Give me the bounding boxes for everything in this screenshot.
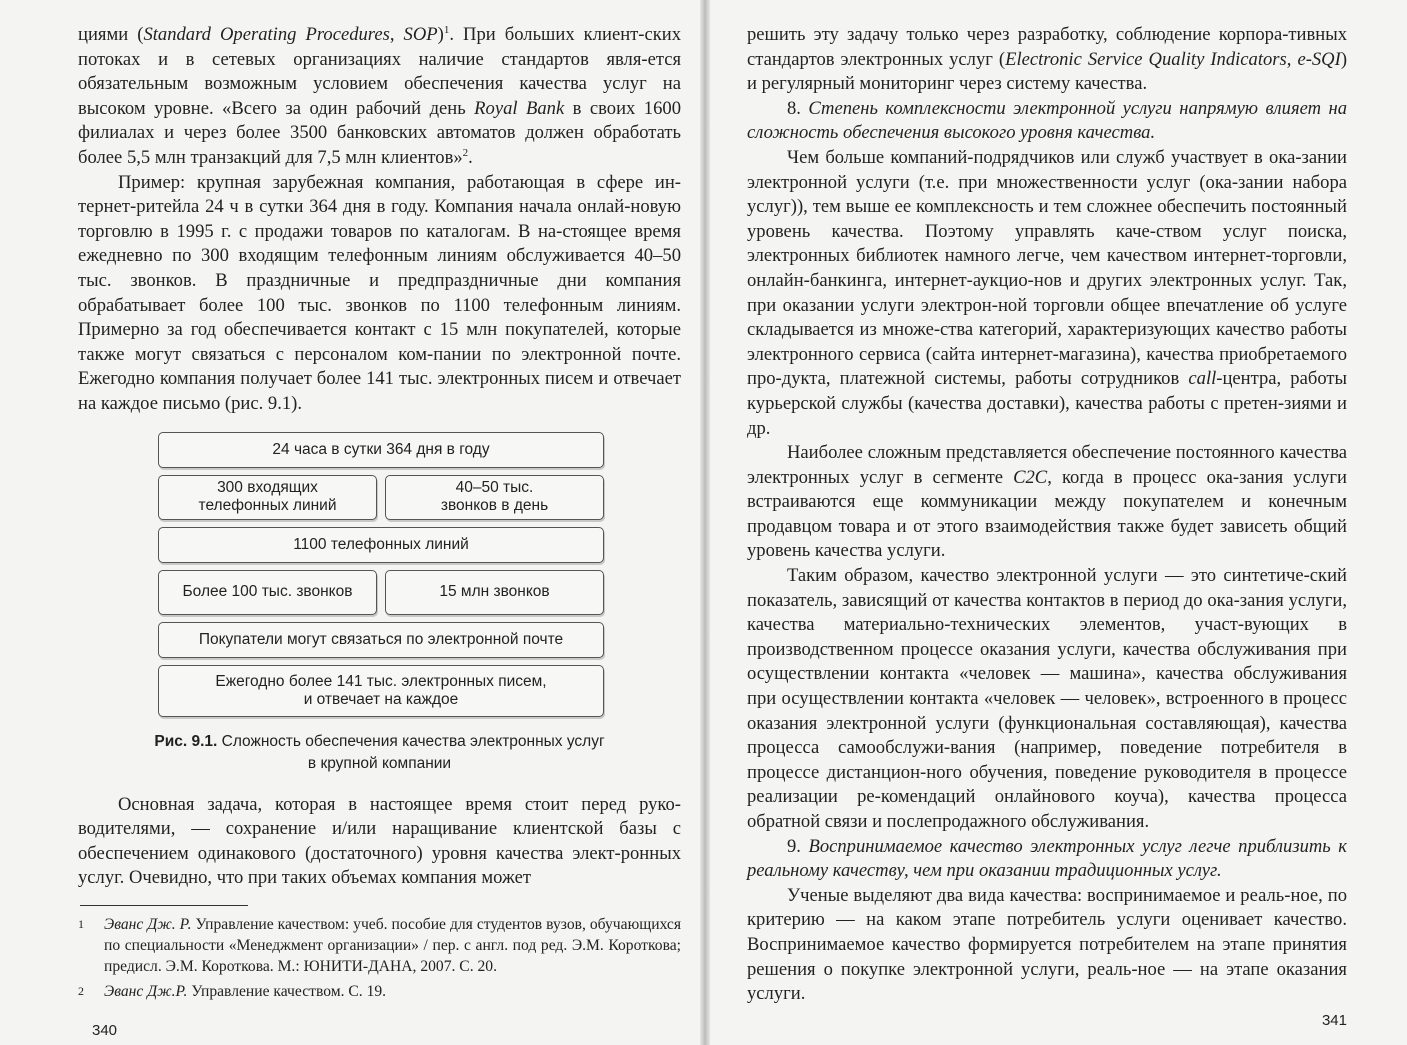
- figure-caption: Рис. 9.1. Сложность обеспечения качества электронных услуг в крупной компании: [154, 732, 605, 772]
- diagram-box-15m-calls: 15 млн звонков: [385, 570, 604, 615]
- page-number-left: 340: [92, 1022, 118, 1039]
- right-page: [707, 0, 1407, 1045]
- figure-9-1: [78, 432, 681, 775]
- diagram-box-100k-calls: Более 100 тыс. звонков: [158, 570, 377, 615]
- right-paragraph-2: 8. Степень комплексности электронной услуги напрямую влияет на сложность обеспечения высокого уровня качества.: [747, 97, 1347, 144]
- footnote-1: 1 Эванс Дж. Р. Управление качеством: учеб. пособие для студентов вузов, обучающихся по специальности «Менеджмент организации» / пер. с англ. под ред. Э.М. Короткова; предисл. Э.М. Короткова. М.: ЮНИТИ-ДАНА, 2007. С. 20.: [78, 915, 682, 975]
- diagram-box-phone-lines: 300 входящих телефонных линий: [158, 475, 377, 520]
- right-paragraph-6: 9. Воспринимаемое качество электронных услуг легче приблизить к реальному качеству, чем при оказании традиционных услуг.: [747, 835, 1347, 882]
- diagram-box-hours: 24 часа в сутки 364 дня в году: [158, 432, 604, 468]
- right-paragraph-7: Ученые выделяют два вида качества: воспринимаемое и реаль-ное, по критерию — на каком этапе потребитель услуги оценивает качество. Воспринимаемое качество формируется потребителем на этапе принятия решения о покупке электронной услуги, реаль-ное — на этапе оказания услуги.: [747, 884, 1347, 1005]
- diagram-box-emails-yearly: Ежегодно более 141 тыс. электронных писем, и отвечает на каждое: [158, 665, 604, 717]
- diagram-box-email-contact: Покупатели могут связаться по электронной почте: [158, 622, 604, 658]
- diagram-box-1100-lines: 1100 телефонных линий: [158, 527, 604, 563]
- right-text-column: [747, 23, 1347, 1007]
- left-paragraph-2: Пример: крупная зарубежная компания, работающая в сфере ин-тернет-ритейла 24 ч в сутки 364 дня в году. Компания начала онлай-новую торговлю в 1995 г. с продажи товаров по каталогам. В на-стоящее время ежедневно по 300 входящим телефонным линиям обслуживается 40–50 тыс. звонков. В праздничные и предпраздничные дни компания обрабатывает более 100 тыс. звонков по 1100 телефонным линиям. Примерно за год обеспечивается контакт с 15 млн покупателей, которые также могут связаться с персоналом ком-пании по электронной почте. Ежегодно компания получает более 141 тыс. электронных писем и отвечает на каждое письмо (рис. 9.1).: [78, 171, 681, 414]
- footnotes: [78, 914, 681, 1002]
- left-text-column: [78, 23, 681, 1002]
- right-paragraph-1: решить эту задачу только через разработку, соблюдение корпора-тивных стандартов электронных услуг (Electronic Service Quality Indicators, e-SQI) и регулярный мониторинг через систему качества.: [747, 24, 1348, 95]
- left-paragraph-3: Основная задача, которая в настоящее время стоит перед руко-водителями, — сохранение и/или наращивание клиентской базы с обеспечением одинакового (достаточного) уровня качества элект-ронных услуг. Очевидно, что при таких объемах компания может: [78, 793, 681, 889]
- left-paragraph-1: циями (Standard Operating Procedures, SOP)$^1$. При больших клиент-ских потоках и в сетевых организациях наличие стандартов явля-ется обязательным возможным условием обеспечения качества услуг на высоком уровне. «Всего за один рабочий день Royal Bank в своих 1600 филиалах и через более 3500 банковских автоматов должен обработать более 5,5 млн транзакций для 7,5 млн клиентов»$^2$.: [78, 23, 682, 168]
- footnote-2: 2 Эванс Дж.Р. Управление качеством. С. 19.: [78, 982, 387, 1000]
- left-page: [0, 0, 703, 1045]
- right-paragraph-3: Чем больше компаний-подрядчиков или служб участвует в ока-зании электронной услуги (т.е. при множественности услуг (ока-зании набора услуг)), тем выше ее комплексность и тем сложнее обеспечить постоянный уровень качества. Поэтому управлять каче-ством услуг поиска, электронных библиотек намного легче, чем качеством интернет-торговли, онлайн-банкинга, интернет-аукцио-нов и других электронных услуг. Так, при оказании услуги электрон-ной торговли общее впечатление об услуге складывается из множе-ства категорий, характеризующих качество работы электронного сервиса (сайта интернет-магазина), качества приобретаемого про-дукта, платежной системы, работы сотрудников call-центра, работы курьерской службы (качества доставки), качества работы с претен-зиями и др.: [747, 146, 1347, 439]
- right-paragraph-5: Таким образом, качество электронной услуги — это синтетиче-ский показатель, зависящий от качества контактов в период до ока-зания услуги, качества материально-технических элементов, участ-вующих в производственном процессе оказания услуги, качества обслуживания при осуществлении контакта «человек — машина», качества обслуживания при осуществлении контакта «человек — человек», встроенного в процесс оказания электронной услуги (функциональная составляющая), качества процесса самообслужи-вания (например, поведение потребителя в процессе дистанцион-ного обучения, поведение руководителя в процессе реализации ре-комендаций онлайнового коуча), качества процесса обратной связи и послепродажного обслуживания.: [747, 565, 1347, 832]
- diagram-box-calls-per-day: 40–50 тыс. звонков в день: [385, 475, 604, 520]
- page-number-right: 341: [1321, 1012, 1347, 1029]
- footnote-separator: [80, 905, 248, 906]
- book-gutter: [700, 0, 710, 1045]
- right-paragraph-4: Наиболее сложным представляется обеспечение постоянного качества электронных услуг в сегменте C2C, когда в процесс ока-зания услуги встраиваются еще коммуникации между покупателем и конечным продавцом товара и от этого взаимодействия также будет зависеть общий уровень качества услуги.: [747, 442, 1347, 562]
